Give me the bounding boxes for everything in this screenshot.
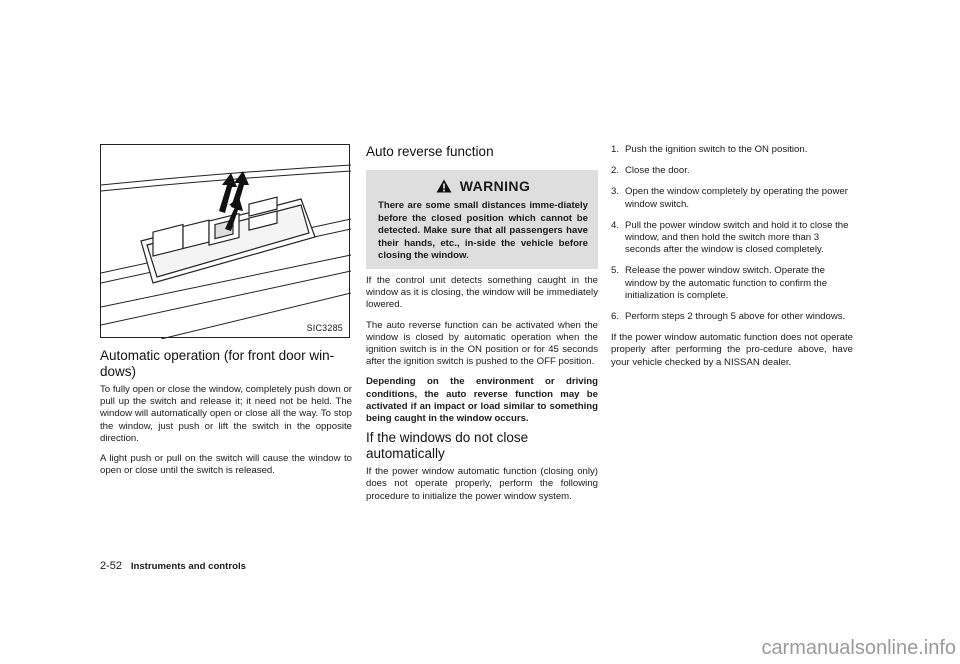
step-number: 5. <box>611 265 620 277</box>
auto-reverse-paragraph-1: If the control unit detects something caught in the window as it is closing, the window will be immediately lowered. <box>366 274 598 311</box>
step-item <box>611 165 853 177</box>
warning-header <box>378 178 588 194</box>
warning-text: There are some small distances imme-diately before the closed position which cannot be detected. Make sure that all passengers have their hands, etc., in-side the vehicle before closing the window. <box>378 200 588 262</box>
step-item <box>611 220 853 257</box>
step-number: 1. <box>611 144 620 155</box>
section-name: Instruments and controls <box>130 561 246 572</box>
middle-column <box>366 144 598 503</box>
left-column <box>100 144 352 477</box>
auto-reverse-bold-paragraph: Depending on the environment or driving conditions, the auto reverse function may be activated if an impact or load similar to something being caught in the window occurs. <box>366 376 598 424</box>
closing-paragraph: If the power window automatic function does not operate properly after performing the pro-cedure above, have your vehicle checked by a NISSAN dealer. <box>611 332 853 368</box>
figure-code: SIC3285 <box>306 323 343 333</box>
step-number: 3. <box>611 186 620 198</box>
window-switch-illustration <box>101 145 351 339</box>
auto-reverse-paragraph-2: The auto reverse function can be activated when the window is closed by automatic operation when the ignition switch is in the ON position or for 45 seconds after the ignition switch is pushed to the OFF position. <box>366 319 598 368</box>
auto-operation-paragraph-2: A light push or pull on the switch will cause the window to open or close until the switch is released. <box>100 453 352 477</box>
heading-auto-reverse: Auto reverse function <box>366 144 494 159</box>
right-column <box>611 144 853 369</box>
watermark: carmanualsonline.info <box>761 637 956 659</box>
heading-windows-not-close: If the windows do not close automatically <box>366 430 529 462</box>
step-text: Release the power window switch. Operate the window by the automatic function to confirm the initialization is complete. <box>625 265 828 301</box>
auto-operation-paragraph-1: To fully open or close the window, completely push down or pull up the switch and release it; it need not be held. The window will automatically open or close all the way. To stop the window, just push or lift the switch in the opposite direction. <box>100 384 352 444</box>
step-number: 6. <box>611 311 620 323</box>
step-text: Push the ignition switch to the ON position. <box>625 144 808 155</box>
step-item <box>611 265 853 302</box>
warning-title: WARNING <box>459 178 531 194</box>
step-item <box>611 311 853 323</box>
step-text: Pull the power window switch and hold it to close the window, and then hold the switch more than 3 seconds after the window is closed completely. <box>625 219 849 256</box>
step-number: 4. <box>611 219 620 231</box>
step-text: Perform steps 2 through 5 above for other windows. <box>625 311 846 323</box>
heading-automatic-operation: Automatic operation (for front door win-dows) <box>100 348 335 379</box>
warning-triangle-icon <box>436 179 452 193</box>
warning-box <box>366 170 598 269</box>
initialization-steps <box>611 144 853 323</box>
step-text: Close the door. <box>625 165 690 177</box>
step-item <box>611 144 853 156</box>
step-number: 2. <box>611 165 620 177</box>
step-text: Open the window completely by operating the power window switch. <box>625 186 848 210</box>
page-footer <box>100 560 246 572</box>
window-switch-figure <box>100 144 350 338</box>
step-item <box>611 186 853 210</box>
page-number: 2-52 <box>100 560 123 572</box>
not-close-paragraph: If the power window automatic function (closing only) does not operate properly, perform the following procedure to initialize the power window system. <box>366 466 598 502</box>
